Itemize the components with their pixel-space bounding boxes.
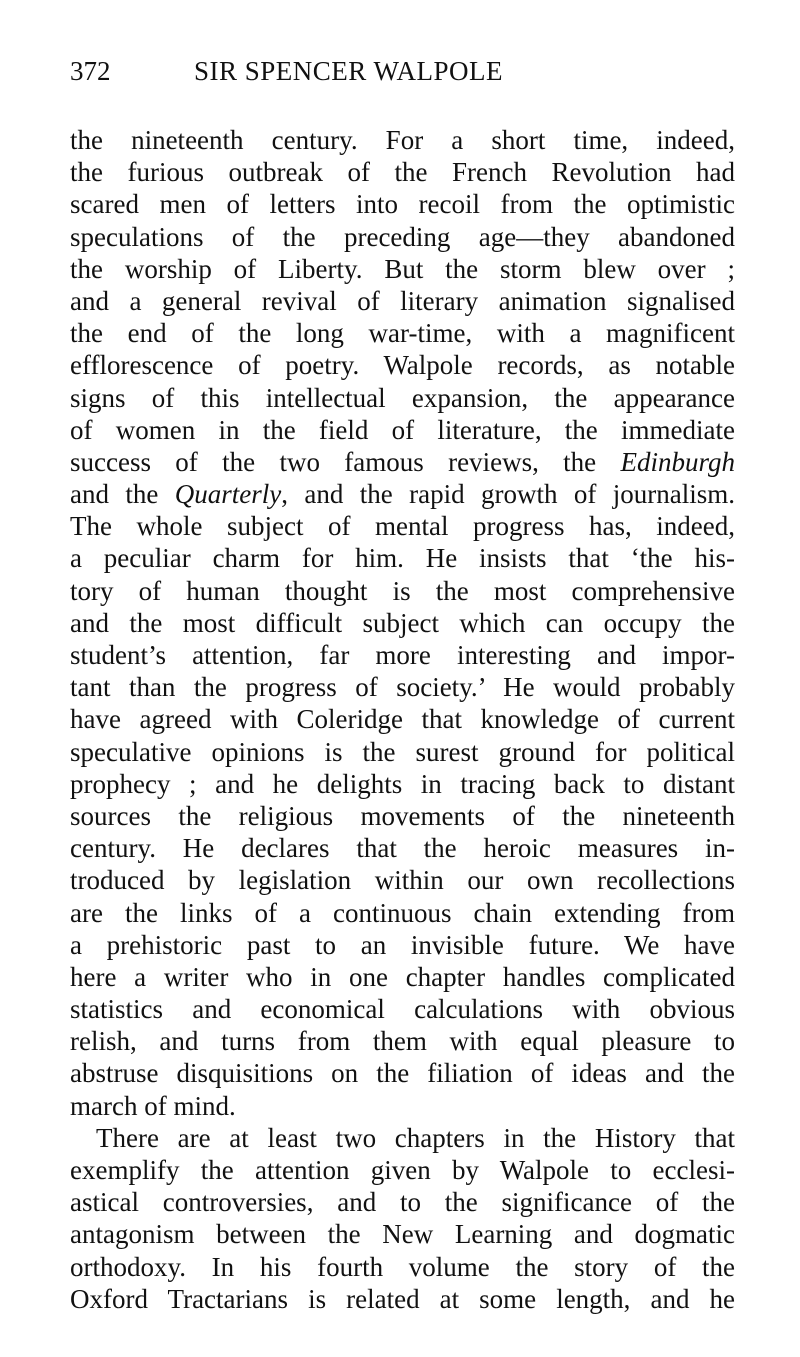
text-segment: scared men of letters into recoil from the optimistic	[70, 189, 735, 220]
text-line	[70, 349, 735, 381]
text-line	[70, 671, 735, 703]
italic-title: Quarterly	[174, 479, 282, 510]
text-segment: statistics and economical calculations with obvious	[70, 994, 735, 1025]
text-line	[70, 800, 735, 832]
text-segment: the furious outbreak of the French Revolution had	[70, 157, 735, 188]
text-segment: tant than the progress of society.’ He would probably	[70, 672, 735, 703]
text-line	[70, 607, 735, 639]
text-line	[70, 221, 735, 253]
text-line	[70, 639, 735, 671]
text-segment: the end of the long war-time, with a magnificent	[70, 318, 735, 349]
text-segment: There are at least two chapters in the History that	[96, 1122, 735, 1153]
text-segment: abstruse disquisitions on the filiation of ideas and the	[70, 1058, 735, 1089]
text-segment: troduced by legislation within our own recollections	[70, 865, 735, 896]
text-line	[70, 124, 735, 156]
text-line	[70, 285, 735, 317]
text-line	[70, 1218, 735, 1250]
text-segment: orthodoxy. In his fourth volume the story of the	[70, 1251, 735, 1282]
text-line	[70, 1090, 735, 1122]
text-line	[70, 414, 735, 446]
text-segment: student’s attention, far more interesting and impor-	[70, 640, 735, 670]
text-segment: signs of this intellectual expansion, the appearance	[70, 382, 735, 413]
text-segment: speculations of the preceding age—they abandoned	[70, 221, 735, 252]
page-header	[70, 56, 735, 96]
text-segment: relish, and turns from them with equal pleasure to	[70, 1026, 735, 1057]
text-line	[70, 253, 735, 285]
text-segment: , and the rapid growth of journalism.	[281, 479, 735, 510]
text-line	[70, 832, 735, 864]
text-line	[70, 156, 735, 188]
text-line	[70, 478, 735, 510]
text-segment: and the	[70, 479, 175, 510]
text-line	[70, 1025, 735, 1057]
text-segment: success of the two famous reviews, the	[70, 446, 621, 477]
text-segment: here a writer who in one chapter handles complicated	[70, 961, 735, 992]
text-line	[70, 542, 735, 574]
text-segment: Oxford Tractarians is related at some length, and he	[70, 1283, 735, 1314]
text-line	[70, 1283, 735, 1315]
text-line	[70, 703, 735, 735]
text-segment: exemplify the attention given by Walpole to ecclesi-	[70, 1155, 735, 1185]
text-segment: sources the religious movements of the nineteenth	[70, 800, 735, 831]
text-segment: astical controversies, and to the significance of the	[70, 1187, 735, 1218]
text-line	[70, 1251, 735, 1283]
text-line	[70, 382, 735, 414]
running-head: SIR SPENCER WALPOLE	[194, 56, 504, 86]
text-line	[70, 446, 735, 478]
text-line	[70, 1057, 735, 1089]
text-segment: have agreed with Coleridge that knowledge of current	[70, 704, 735, 735]
text-segment: century. He declares that the heroic measures in-	[70, 833, 735, 864]
text-line	[70, 993, 735, 1025]
page-number: 372	[70, 56, 111, 86]
text-line	[70, 1154, 735, 1186]
italic-title: Edinburgh	[620, 446, 735, 477]
text-line	[70, 575, 735, 607]
text-line	[70, 736, 735, 768]
text-segment: speculative opinions is the surest ground for political	[70, 736, 735, 767]
text-segment: of women in the field of literature, the immediate	[70, 414, 735, 445]
text-line	[70, 188, 735, 220]
text-segment: the nineteenth century. For a short time, indeed,	[70, 125, 735, 155]
body-text	[70, 124, 735, 1315]
text-line	[70, 1122, 735, 1154]
text-segment: a peculiar charm for him. He insists that ‘the his-	[70, 543, 735, 574]
text-segment: antagonism between the New Learning and dogmatic	[70, 1219, 735, 1250]
text-segment: the worship of Liberty. But the storm blew over ;	[70, 253, 735, 284]
text-segment: prophecy ; and he delights in tracing back to distant	[70, 768, 735, 799]
text-line	[70, 961, 735, 993]
text-segment: efflorescence of poetry. Walpole records, as notable	[70, 350, 735, 381]
text-segment: and a general revival of literary animation signalised	[70, 285, 735, 316]
text-line	[70, 897, 735, 929]
text-segment: march of mind.	[70, 1090, 236, 1121]
text-segment: a prehistoric past to an invisible future. We have	[70, 929, 735, 960]
text-segment: are the links of a continuous chain extending from	[70, 897, 735, 928]
text-segment: The whole subject of mental progress has, indeed,	[70, 511, 735, 542]
text-line	[70, 929, 735, 961]
text-line	[70, 317, 735, 349]
text-line	[70, 1186, 735, 1218]
text-line	[70, 768, 735, 800]
text-segment: tory of human thought is the most comprehensive	[70, 575, 735, 606]
text-line	[70, 510, 735, 542]
text-line	[70, 864, 735, 896]
text-segment: and the most difficult subject which can occupy the	[70, 607, 735, 638]
